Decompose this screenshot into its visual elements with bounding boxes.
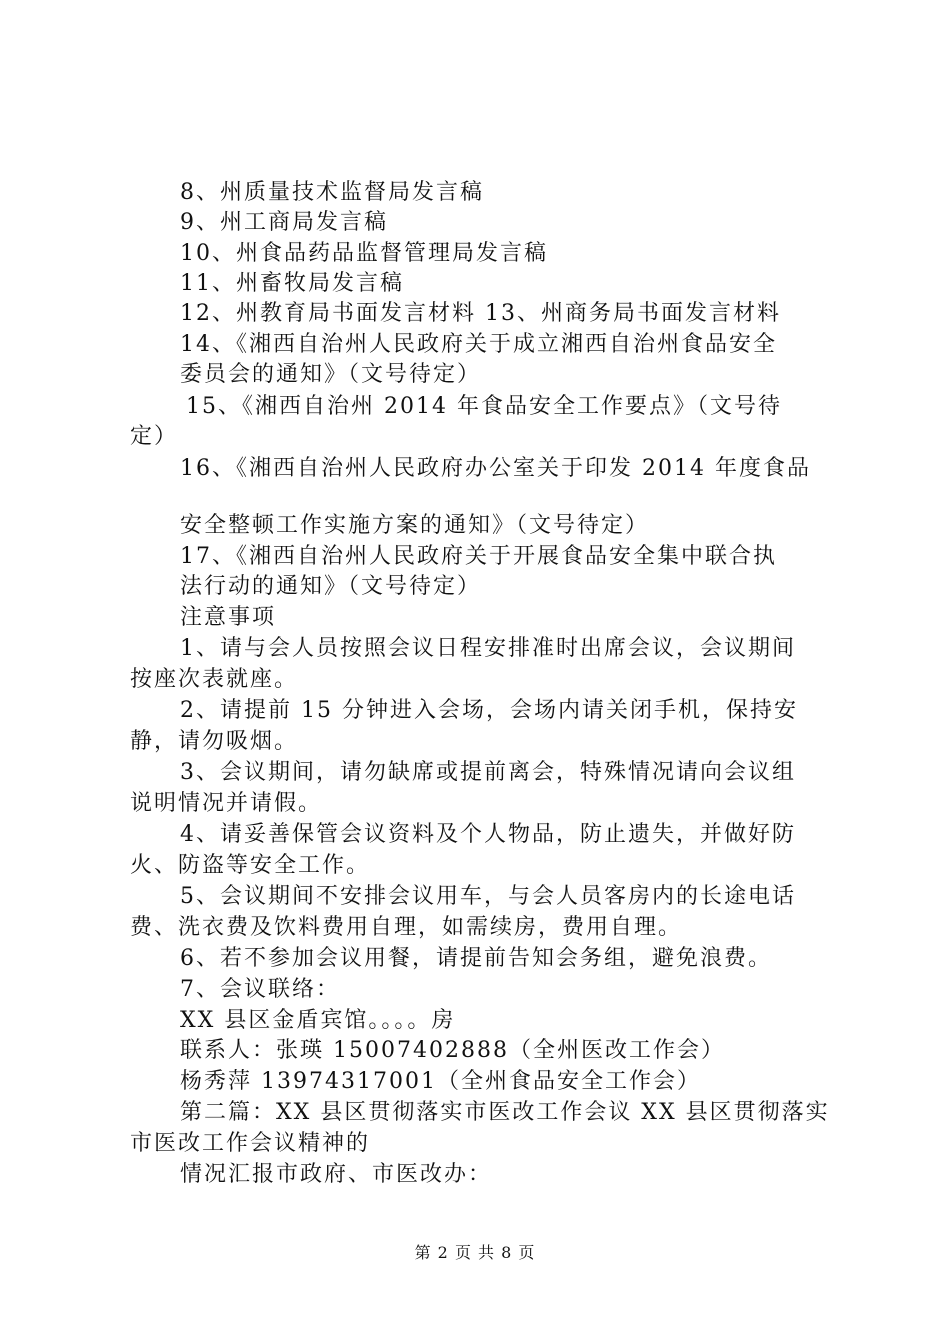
list-item-10: 10、州食品药品监督管理局发言稿	[180, 241, 548, 266]
list-item-8: 8、州质量技术监督局发言稿	[180, 180, 484, 205]
notice-item-4-cont: 火、防盗等安全工作。	[130, 853, 371, 878]
notice-item-6: 6、若不参加会议用餐，请提前告知会务组，避免浪费。	[180, 946, 772, 971]
list-item-16-cont: 安全整顿工作实施方案的通知》（文号待定）	[180, 513, 650, 538]
notice-item-7: 7、会议联络：	[180, 977, 340, 1002]
notice-item-1-cont: 按座次表就座。	[130, 667, 299, 692]
list-item-15-cont: 定）	[130, 424, 179, 449]
list-item-14: 14、《湘西自治州人民政府关于成立湘西自治州食品安全	[180, 332, 777, 357]
report-heading: 情况汇报市政府、市医改办：	[180, 1162, 493, 1187]
contact-person-2: 杨秀萍 13974317001（全州食品安全工作会）	[180, 1069, 701, 1094]
list-item-14-cont: 委员会的通知》（文号待定）	[180, 362, 482, 387]
list-item-15: 15、《湘西自治州 2014 年食品安全工作要点》（文号待	[186, 394, 782, 419]
chapter-two-title-cont: 市医改工作会议精神的	[130, 1131, 371, 1156]
list-item-12-13: 12、州教育局书面发言材料 13、州商务局书面发言材料	[180, 301, 781, 326]
list-item-17: 17、《湘西自治州人民政府关于开展食品安全集中联合执	[180, 544, 777, 569]
contact-person-1: 联系人：张瑛 15007402888（全州医改工作会）	[180, 1038, 725, 1063]
notice-item-3: 3、会议期间，请勿缺席或提前离会，特殊情况请向会议组	[180, 760, 796, 785]
list-item-11: 11、州畜牧局发言稿	[180, 271, 404, 296]
notice-item-2: 2、请提前 15 分钟进入会场，会场内请关闭手机，保持安	[180, 698, 798, 723]
notice-item-2-cont: 静，请勿吸烟。	[130, 729, 299, 754]
notice-heading: 注意事项	[180, 605, 277, 630]
notice-item-5: 5、会议期间不安排会议用车，与会人员客房内的长途电话	[180, 884, 796, 909]
chapter-two-title: 第二篇：XX 县区贯彻落实市医改工作会议 XX 县区贯彻落实	[180, 1100, 830, 1125]
notice-item-5-cont: 费、洗衣费及饮料费用自理，如需续房，费用自理。	[130, 915, 683, 940]
page-number-footer: 第 2 页 共 8 页	[414, 1243, 536, 1262]
list-item-9: 9、州工商局发言稿	[180, 210, 388, 235]
notice-item-4: 4、请妥善保管会议资料及个人物品，防止遗失，并做好防	[180, 822, 796, 847]
notice-item-3-cont: 说明情况并请假。	[130, 791, 323, 816]
contact-location: XX 县区金盾宾馆。。。。房	[180, 1008, 456, 1033]
notice-item-1: 1、请与会人员按照会议日程安排准时出席会议，会议期间	[180, 636, 796, 661]
list-item-17-cont: 法行动的通知》（文号待定）	[180, 574, 482, 599]
list-item-16: 16、《湘西自治州人民政府办公室关于印发 2014 年度食品	[180, 456, 811, 481]
